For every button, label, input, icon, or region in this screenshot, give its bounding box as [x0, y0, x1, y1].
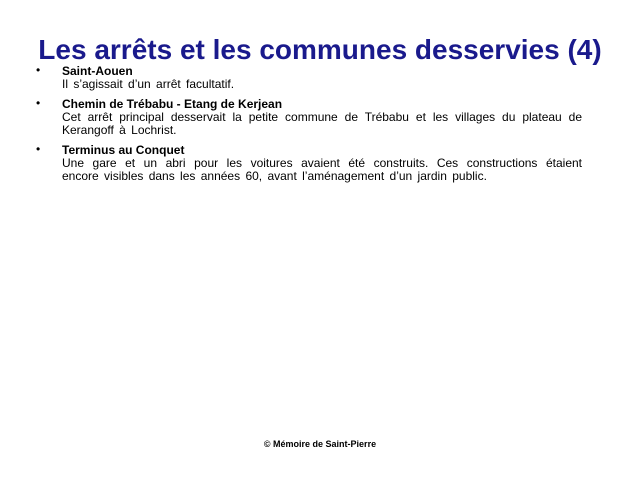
item-text: Cet arrêt principal desservait la petite commune de Trébabu et les villages du plateau de Kerangoff à Lochrist. — [62, 110, 582, 137]
bullet-icon: • — [36, 142, 41, 156]
bullet-list — [36, 64, 582, 189]
item-heading: Chemin de Trébabu - Etang de Kerjean — [62, 97, 283, 111]
bullet-icon: • — [36, 96, 41, 110]
list-item-chemin-de-trebabu — [36, 97, 582, 137]
list-item-saint-aouen — [36, 64, 582, 91]
slide-title: Les arrêts et les communes desservies (4) — [38, 33, 602, 65]
list-item-terminus-au-conquet — [36, 143, 582, 183]
footer-copyright: © Mémoire de Saint-Pierre — [263, 439, 377, 449]
item-heading: Saint-Aouen — [62, 64, 133, 78]
item-text: Il s’agissait d’un arrêt facultatif. — [62, 77, 235, 91]
item-text: Une gare et un abri pour les voitures avaient été construits. Ces constructions étaient encore visibles dans les années 60, avant l’aménagement d’un jardin public. — [62, 156, 582, 183]
item-heading: Terminus au Conquet — [62, 143, 185, 157]
bullet-icon: • — [36, 63, 41, 77]
